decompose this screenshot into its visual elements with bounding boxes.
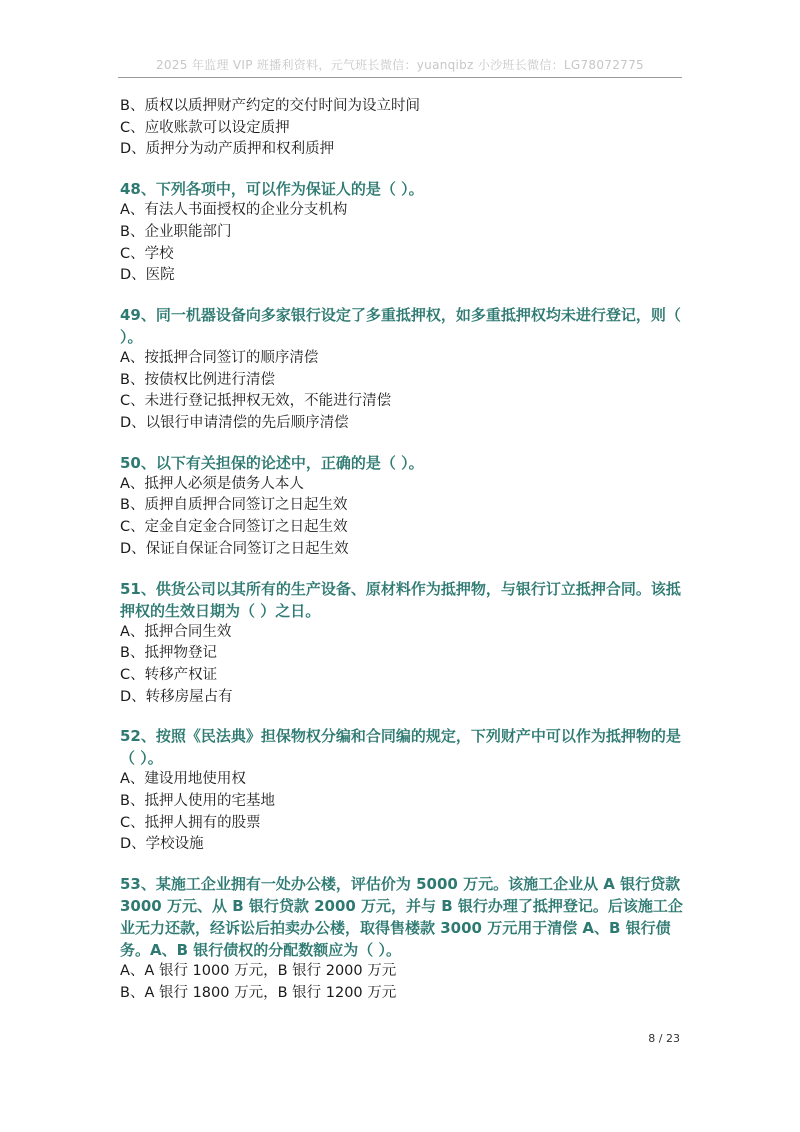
question-title: 52、按照《民法典》担保物权分编和合同编的规定，下列财产中可以作为抵押物的是（ ）。 [120, 727, 681, 768]
option: A、有法人书面授权的企业分支机构 [120, 202, 348, 219]
question-title: 53、某施工企业拥有一处办公楼，评估价为 5000 万元。该施工企业从 A 银行贷款 3000 万元、从 B 银行贷款 2000 万元，并与 B 银行办理了抵押登记。后该施工企业无力还款，经诉讼后拍卖办公楼，取得售楼款 3000 万元用于清偿 A、B 银行债务。A、B 银行债权的分配数额应为（ ）。 [120, 875, 683, 960]
header-divider [118, 77, 682, 78]
option: B、按债权比例进行清偿 [120, 371, 275, 388]
option: B、企业职能部门 [120, 223, 232, 240]
option: C、学校 [120, 245, 174, 262]
option: A、按抵押合同签订的顺序清偿 [120, 349, 319, 366]
option: A、抵押人必须是债务人本人 [120, 475, 304, 492]
option: C、转移产权证 [120, 666, 218, 683]
option: C、未进行登记抵押权无效，不能进行清偿 [120, 393, 392, 410]
option: A、A 银行 1000 万元，B 银行 2000 万元 [120, 963, 397, 980]
question-title: 48、下列各项中，可以作为保证人的是（ ）。 [120, 180, 424, 199]
page-header: 2025 年监理 VIP 班播利资料，元气班长微信：yuanqibz 小沙班长微信：LG78072775 [156, 58, 644, 72]
option: D、学校设施 [120, 836, 204, 853]
question-50 [120, 452, 690, 561]
option: C、定金自定金合同签订之日起生效 [120, 519, 348, 536]
option: C、应收账款可以设定质押 [120, 119, 290, 136]
option: C、抵押人拥有的股票 [120, 814, 261, 831]
page-number: 8 / 23 [648, 1032, 680, 1045]
option: B、抵押人使用的宅基地 [120, 793, 275, 810]
continued-options [120, 96, 690, 161]
question-52 [120, 725, 690, 856]
option: D、转移房屋占有 [120, 688, 233, 705]
option: D、医院 [120, 267, 175, 284]
option: D、保证自保证合同签订之日起生效 [120, 540, 349, 557]
question-51 [120, 578, 690, 709]
option: D、以银行申请清偿的先后顺序清偿 [120, 415, 349, 432]
option: B、质押自质押合同签订之日起生效 [120, 497, 348, 514]
option: A、建设用地使用权 [120, 771, 246, 788]
question-49 [120, 304, 690, 435]
question-48 [120, 178, 690, 287]
option: A、抵押合同生效 [120, 623, 232, 640]
question-title: 50、以下有关担保的论述中，正确的是（ ）。 [120, 453, 424, 472]
option: B、A 银行 1800 万元，B 银行 1200 万元 [120, 984, 397, 1001]
option: B、质权以质押财产约定的交付时间为设立时间 [120, 98, 420, 114]
question-title: 49、同一机器设备向多家银行设定了多重抵押权，如多重抵押权均未进行登记，则（ ）。 [120, 305, 681, 346]
page-content [120, 96, 690, 1022]
option: D、质押分为动产质押和权利质押 [120, 141, 335, 158]
option: B、抵押物登记 [120, 645, 217, 662]
question-53 [120, 873, 690, 1004]
question-title: 51、供货公司以其所有的生产设备、原材料作为抵押物，与银行订立抵押合同。该抵押权的生效日期为（ ）之日。 [120, 579, 681, 620]
